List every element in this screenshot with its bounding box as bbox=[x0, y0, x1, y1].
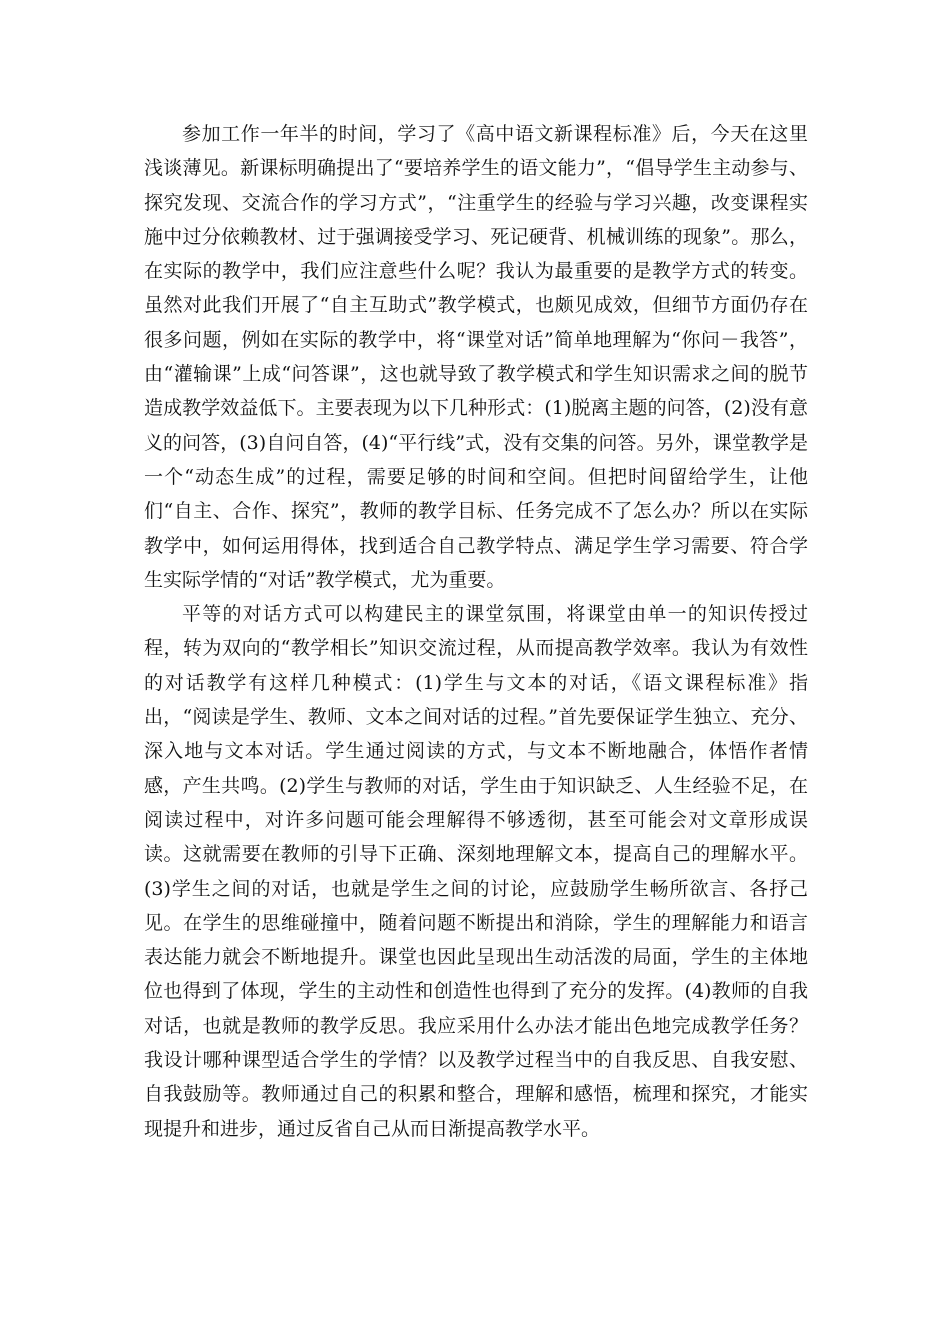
paragraph-2: 平等的对话方式可以构建民主的课堂氛围，将课堂由单一的知识传授过程，转为双向的“教学相长”知识交流过程，从而提高教学效率。我认为有效性的对话教学有这样几种模式：(1)学生与文本的对话，《语文课程标准》指出，“阅读是学生、教师、文本之间对话的过程。”首先要保证学生独立、充分、深入地与文本对话。学生通过阅读的方式，与文本不断地融合，体悟作者情感，产生共鸣。(2)学生与教师的对话，学生由于知识缺乏、人生经验不足，在阅读过程中，对许多问题可能会理解得不够透彻，甚至可能会对文章形成误读。这就需要在教师的引导下正确、深刻地理解文本，提高自己的理解水平。(3)学生之间的对话，也就是学生之间的讨论，应鼓励学生畅所欲言、各抒己见。在学生的思维碰撞中，随着问题不断提出和消除，学生的理解能力和语言表达能力就会不断地提升。课堂也因此呈现出生动活泼的局面，学生的主体地位也得到了体现，学生的主动性和创造性也得到了充分的发挥。(4)教师的自我对话，也就是教师的教学反思。我应采用什么办法才能出色地完成教学任务？我设计哪种课型适合学生的学情？以及教学过程当中的自我反思、自我安慰、自我鼓励等。教师通过自己的积累和整合，理解和感悟，梳理和探究，才能实现提升和进步，通过反省自己从而日渐提高教学水平。 bbox=[144, 603, 808, 1140]
document-body bbox=[144, 117, 808, 1146]
paragraph-1: 参加工作一年半的时间，学习了《高中语文新课程标准》后，今天在这里浅谈薄见。新课标明确提出了“要培养学生的语文能力”，“倡导学生主动参与、探究发现、交流合作的学习方式”，“注重学生的经验与学习兴趣，改变课程实施中过分依赖教材、过于强调接受学习、死记硬背、机械训练的现象”。那么，在实际的教学中，我们应注意些什么呢？我认为最重要的是教学方式的转变。虽然对此我们开展了“自主互助式”教学模式，也颇见成效，但细节方面仍存在很多问题，例如在实际的教学中，将“课堂对话”简单地理解为“你问－我答”，由“灌输课”上成“问答课”，这也就导致了教学模式和学生知识需求之间的脱节造成教学效益低下。主要表现为以下几种形式：(1)脱离主题的问答，(2)没有意义的问答，(3)自问自答，(4)“平行线”式，没有交集的问答。另外，课堂教学是一个“动态生成”的过程，需要足够的时间和空间。但把时间留给学生，让他们“自主、合作、探究”，教师的教学目标、任务完成不了怎么办？所以在实际教学中，如何运用得体，找到适合自己教学特点、满足学生学习需要、符合学生实际学情的“对话”教学模式，尤为重要。 bbox=[144, 123, 808, 591]
